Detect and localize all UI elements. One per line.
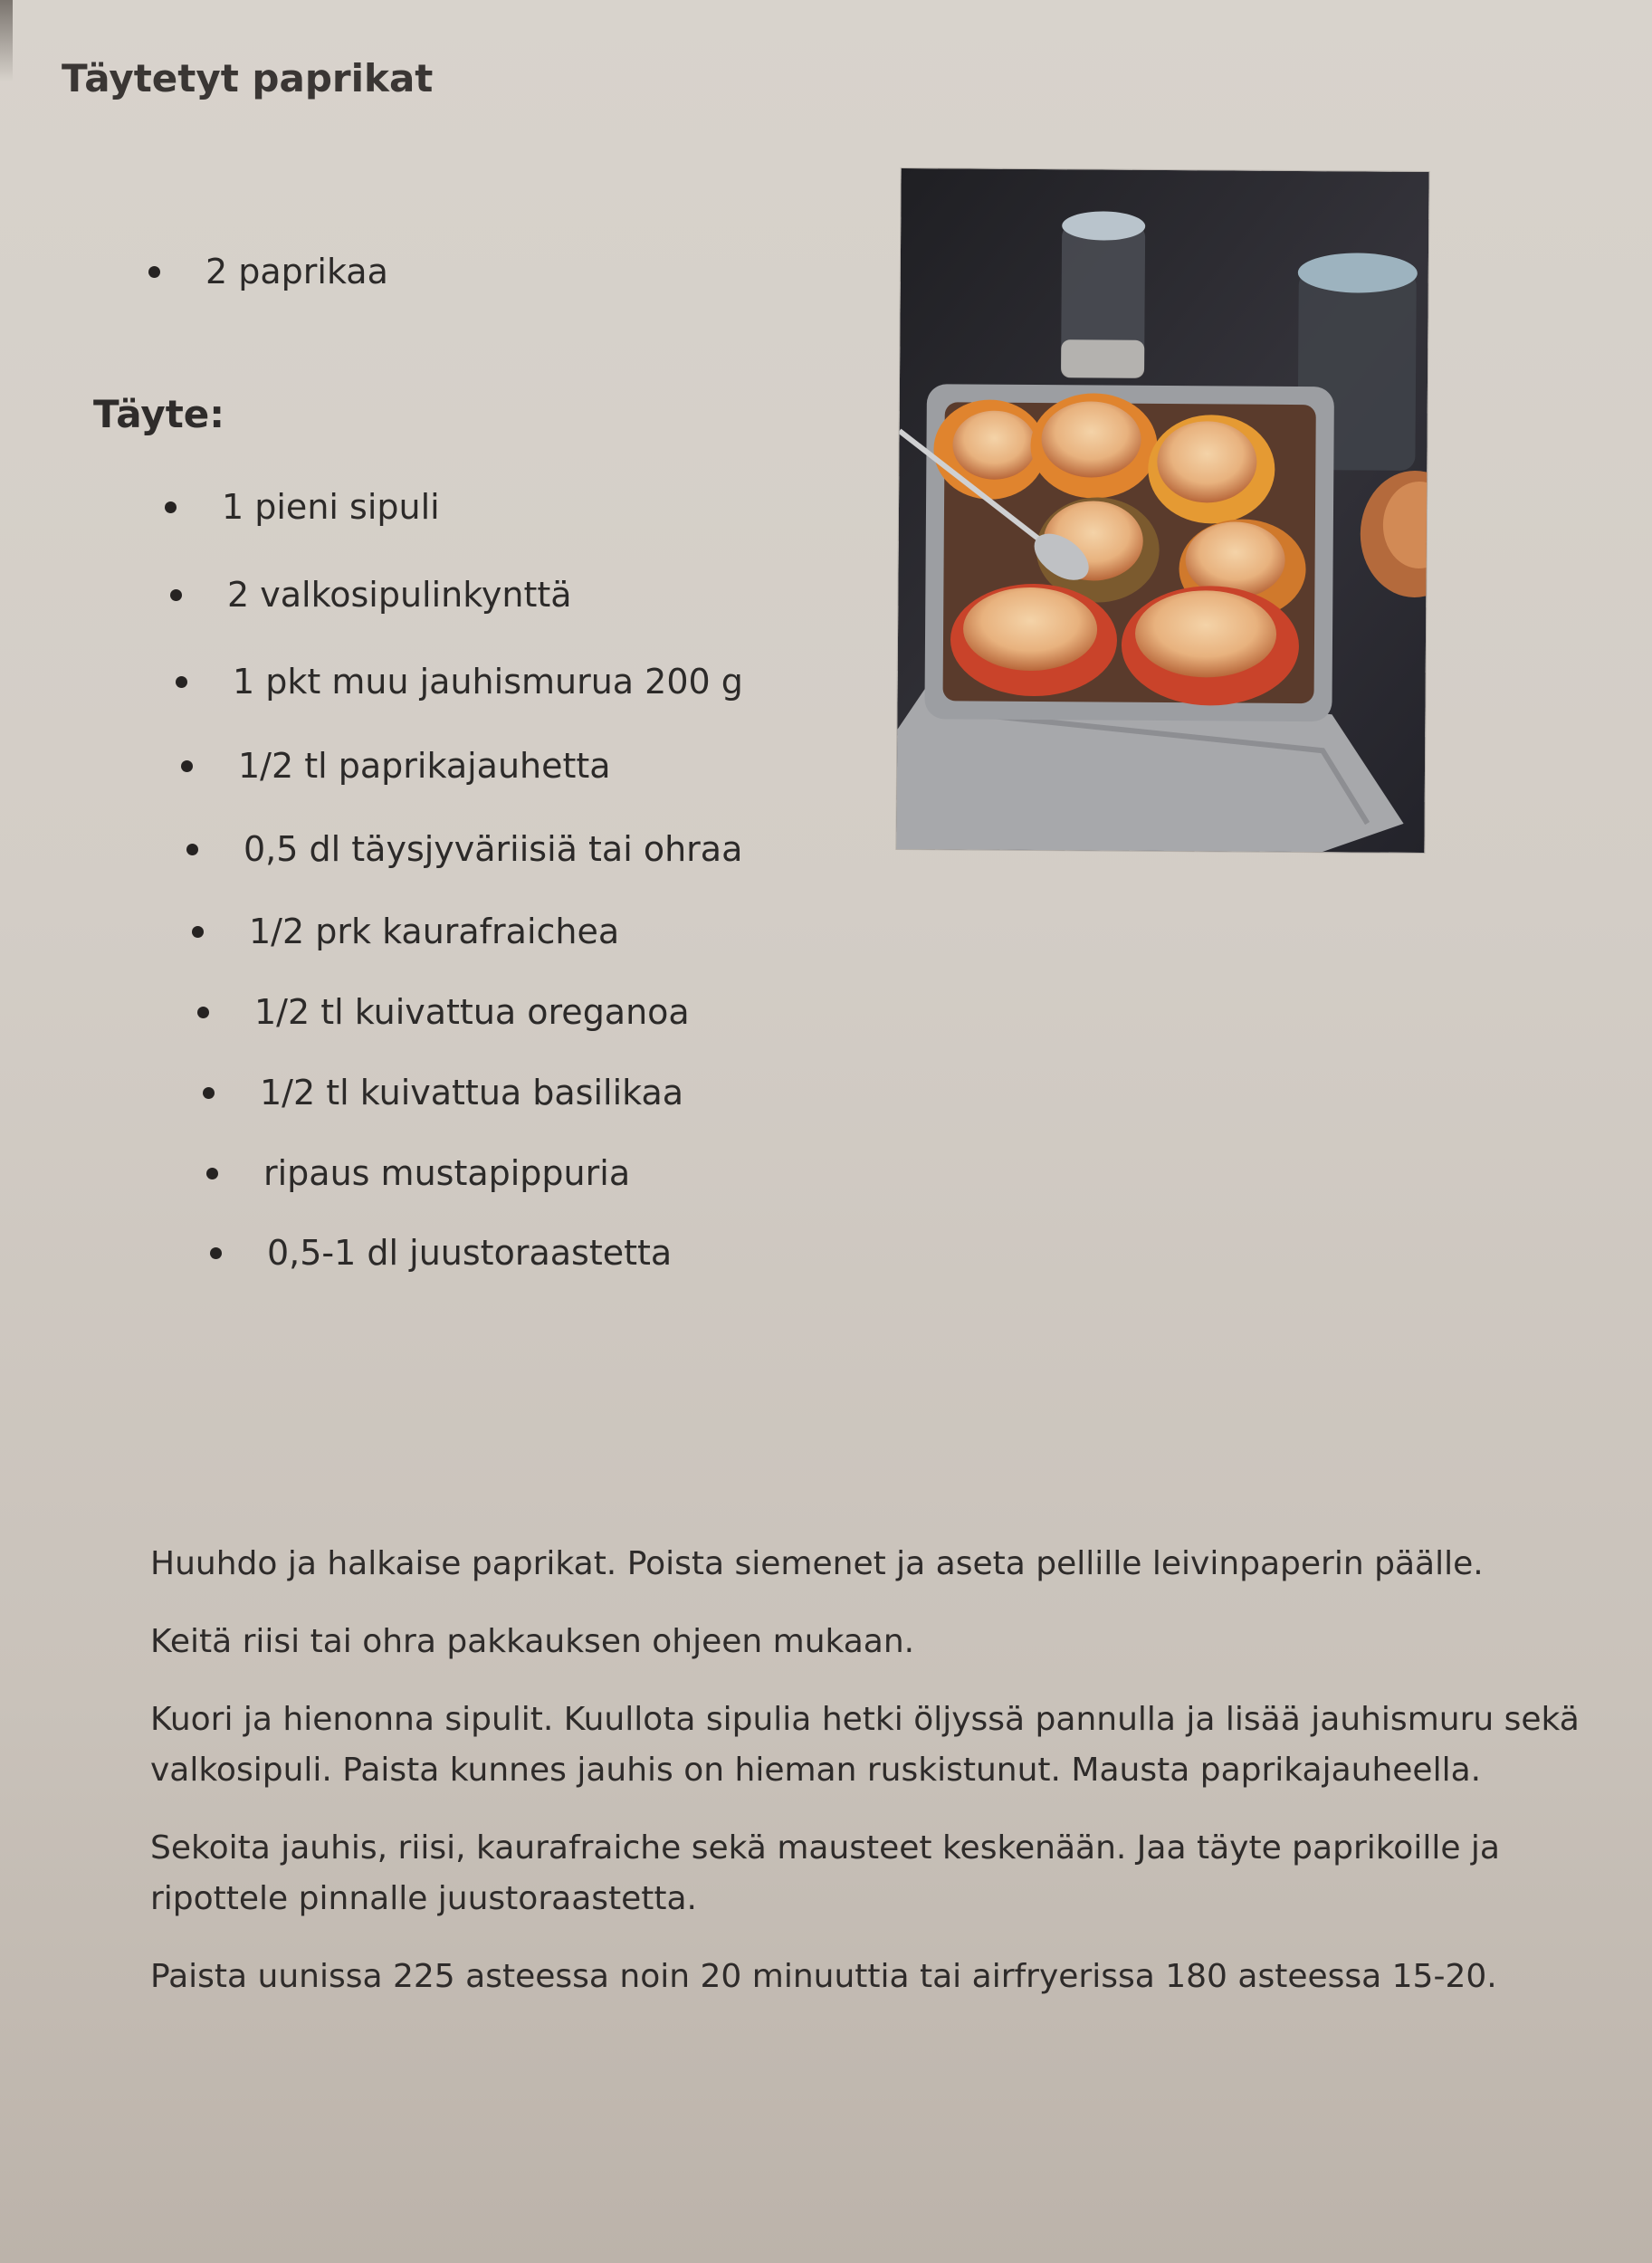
bullet-icon [206,1168,218,1179]
list-item [148,244,388,299]
instruction-step: Huuhdo ja halkaise paprikat. Poista siemenet ja aseta pellille leivinpaperin päälle. [150,1545,1484,1582]
bullet-icon [197,1007,209,1018]
bullet-icon [192,926,204,938]
list-item [203,1065,683,1120]
ingredient-text: 2 paprikaa [205,252,388,291]
list-item [210,1226,672,1280]
ingredient-text: 1/2 tl kuivattua oreganoa [254,992,690,1032]
page-corner-shadow [0,0,13,81]
bullet-icon [148,266,160,278]
recipe-photo [896,168,1428,853]
list-item [170,568,572,622]
ingredient-text: 1 pieni sipuli [222,487,440,527]
list-item [206,1146,630,1200]
bullet-icon [165,501,177,513]
bullet-icon [210,1247,222,1259]
ingredient-text: 1/2 tl paprikajauhetta [238,746,611,786]
bullet-icon [203,1087,215,1099]
stuffed-peppers-illustration [896,168,1428,853]
bullet-icon [170,589,182,601]
instructions [150,1539,1617,2029]
bullet-icon [181,760,193,772]
bullet-icon [186,844,198,855]
ingredient-text: ripaus mustapippuria [263,1153,631,1193]
list-item [165,480,440,534]
ingredient-text: 1/2 tl kuivattua basilikaa [260,1073,684,1112]
ingredient-text: 0,5 dl täysjyväriisiä tai ohraa [244,829,743,869]
list-item [181,739,611,793]
ingredient-text: 1 pkt muu jauhismurua 200 g [233,662,743,702]
ingredient-text: 1/2 prk kaurafraichea [249,912,620,951]
instruction-step: Kuori ja hienonna sipulit. Kuullota sipulia hetki öljyssä pannulla ja lisää jauhismuru sekä valkosipuli. Paista kunnes jauhis on hieman ruskistunut. Mausta paprikajauheella. [150,1701,1580,1789]
ingredient-text: 2 valkosipulinkynttä [227,575,572,615]
filling-heading: Täyte: [93,392,225,436]
instruction-step: Sekoita jauhis, riisi, kaurafraiche sekä mausteet keskenään. Jaa täyte paprikoille ja ripottele pinnalle juustoraastetta. [150,1829,1500,1917]
list-item [197,985,690,1039]
instruction-step: Keitä riisi tai ohra pakkauksen ohjeen mukaan. [150,1623,915,1660]
list-item [176,654,743,709]
ingredient-text: 0,5-1 dl juustoraastetta [267,1233,673,1273]
recipe-title: Täytetyt paprikat [62,56,434,100]
instruction-step: Paista uunissa 225 asteessa noin 20 minuuttia tai airfryerissa 180 asteessa 15-20. [150,1958,1497,1995]
bullet-icon [176,676,187,688]
list-item [192,904,619,959]
list-item [186,822,742,876]
